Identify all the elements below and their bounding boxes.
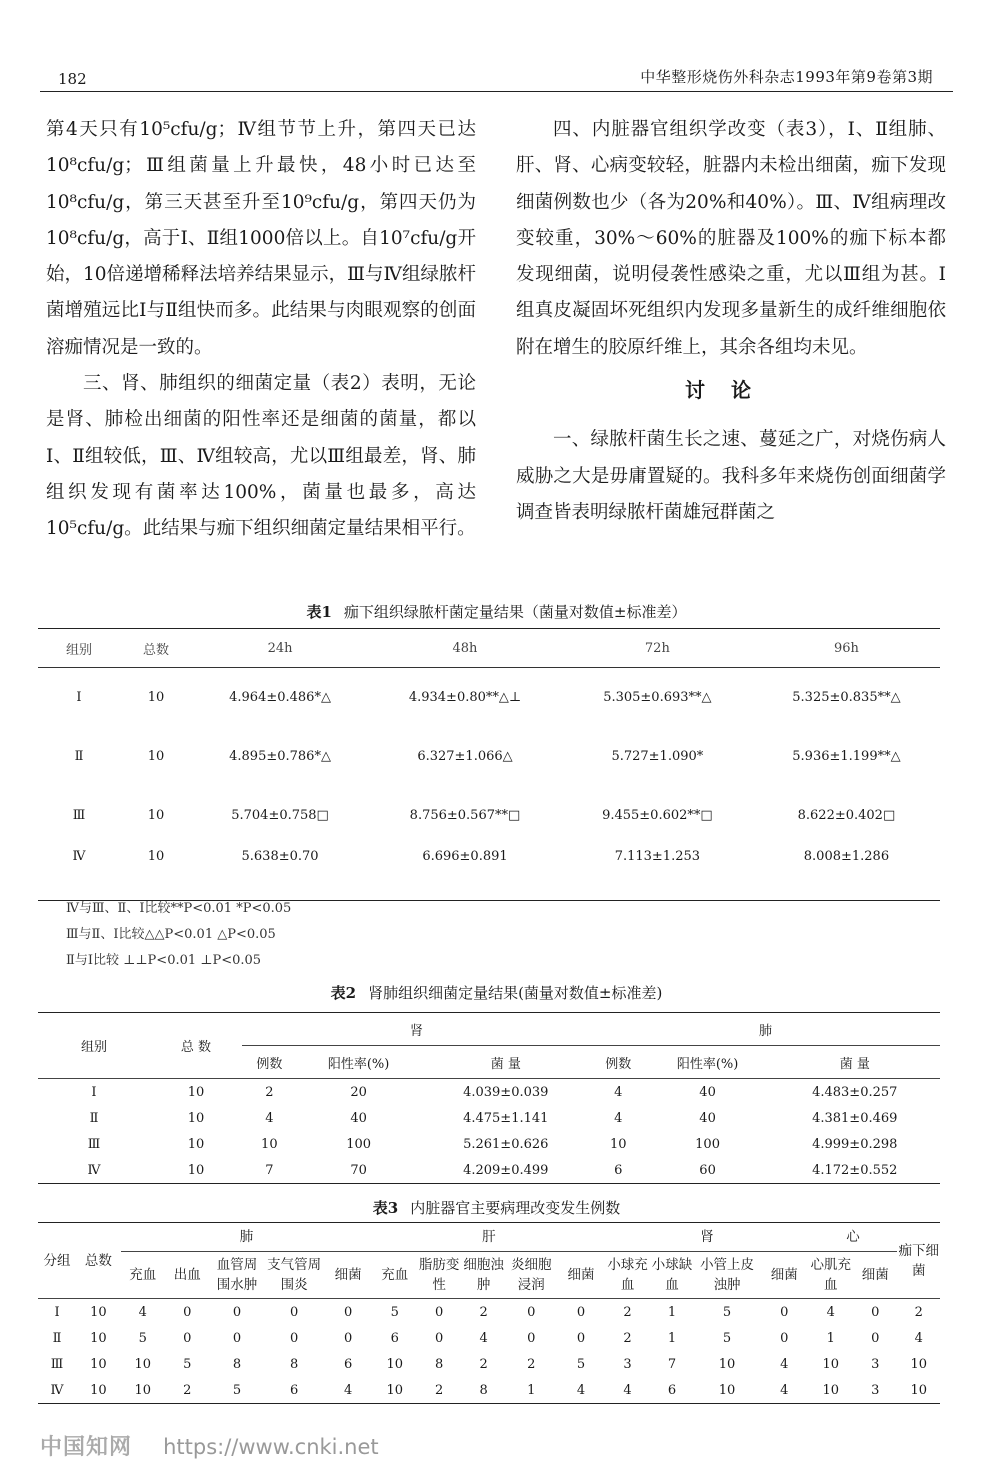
table-cell: 2 — [479, 1356, 488, 1372]
table3-caption — [0, 1197, 993, 1218]
table-cell: 4.999±0.298 — [812, 1136, 898, 1152]
table2-subheader: 例数 — [591, 1046, 646, 1079]
table-cell: 4.964±0.486*△ — [229, 690, 331, 705]
table-cell: 5.261±0.626 — [463, 1136, 549, 1152]
table-cell: 10 — [386, 1382, 403, 1398]
table2-subheader: 阳性率(%) — [297, 1046, 421, 1079]
table-cell: Ⅰ — [54, 1304, 60, 1320]
table1-header-cell: 组别 — [38, 629, 120, 668]
table-cell: 4 — [614, 1110, 623, 1126]
table-cell: 7 — [667, 1356, 677, 1372]
right-paragraph-1: 四、内脏器官组织学改变（表3），Ⅰ、Ⅱ组肺、肝、肾、心病变较轻，脏器内未检出细菌，痂下发现细菌例数也少（各为20%和40%）。Ⅲ、Ⅳ组病理改变较重，30%～60%的脏器及100%的痂下标本都发现细菌，说明侵袭性感染之重，尤以Ⅲ组为甚。Ⅰ组真皮凝固坏死组织内发现多量新生的成纤维细胞依附在增生的胶原纤维上，其余各组均未见。 — [516, 119, 946, 358]
table1-label: 表1 — [306, 603, 332, 621]
table3-total-header: 总数 — [76, 1223, 120, 1299]
table3-subheader: 细胞浊肿 — [461, 1252, 505, 1299]
header-rule — [40, 91, 953, 92]
table-cell: 4 — [623, 1382, 632, 1398]
left-paragraph-1: 第4天只有10⁵cfu/g；Ⅳ组节节上升，第四天已达10⁸cfu/g；Ⅲ组菌量上升最快，48小时已达至10⁸cfu/g，第三天甚至升至10⁹cfu/g，第四天仍为10⁸cfu/g，高于Ⅰ、Ⅱ组1000倍以上。自10⁷cfu/g开始，10倍递增稀释法培养结果显示，Ⅲ与Ⅳ组绿脓杆菌增殖远比Ⅰ与Ⅱ组快而多。此结果与肉眼观察的创面溶痂情况是一致的。 — [46, 119, 476, 358]
table2-subheader: 菌 量 — [421, 1046, 591, 1079]
table-cell: 0 — [183, 1304, 192, 1320]
table-cell: 10 — [147, 690, 165, 705]
table3-subheader: 脂肪变性 — [417, 1252, 461, 1299]
table-cell: 8.756±0.567**□ — [409, 808, 521, 823]
cnki-logo: 中国知网 — [40, 1435, 133, 1460]
table-cell: 5 — [138, 1330, 147, 1346]
table-row — [38, 1325, 940, 1351]
table-cell: 0 — [871, 1304, 880, 1320]
table-cell: 60 — [699, 1162, 716, 1178]
table-row — [38, 1105, 940, 1131]
table3-subheader: 心肌充血 — [809, 1252, 853, 1299]
table3-subheader: 充血 — [121, 1252, 165, 1299]
table-cell: 10 — [90, 1382, 107, 1398]
table-cell: 20 — [350, 1084, 367, 1100]
table-cell: 4.209±0.499 — [463, 1162, 549, 1178]
table-row — [38, 1079, 940, 1106]
table-cell: 2 — [265, 1084, 274, 1100]
table1-notes — [66, 896, 291, 974]
table3-subheader: 充血 — [372, 1252, 416, 1299]
table-cell: 2 — [623, 1304, 632, 1320]
table-cell: 10 — [147, 808, 165, 823]
table3-subheader: 出血 — [165, 1252, 209, 1299]
table-cell: 0 — [183, 1330, 192, 1346]
table-cell: 5 — [576, 1356, 586, 1372]
table-cell: 0 — [232, 1330, 242, 1346]
table2-kidney-header: 肾 — [242, 1013, 591, 1046]
table-cell: 40 — [350, 1110, 367, 1126]
table3-subheader: 小球缺血 — [650, 1252, 694, 1299]
table3-organ-header: 肝 — [372, 1223, 605, 1252]
table-cell: 8.622±0.402□ — [797, 808, 896, 823]
table3-scab-header: 痂下细菌 — [897, 1223, 940, 1299]
page-number: 182 — [58, 70, 87, 88]
table2-subheader: 阳性率(%) — [646, 1046, 770, 1079]
table-row — [38, 1351, 940, 1377]
left-paragraph-2: 三、肾、肺组织的细菌定量（表2）表明，无论是肾、肺检出细菌的阳性率还是细菌的菌量，都以Ⅰ、Ⅱ组较低，Ⅲ、Ⅳ组较高，尤以Ⅲ组最差，肾、肺组织发现有菌率达100%，菌量也最多，高达10⁵cfu/g。此结果与痂下组织细菌定量结果相平行。 — [46, 373, 476, 540]
table-cell: 4.172±0.552 — [812, 1162, 898, 1178]
table3-caption-text: 内脏器官主要病理改变发生例数 — [410, 1199, 621, 1217]
table1-note: Ⅳ与Ⅲ、Ⅱ、Ⅰ比较**P<0.01 *P<0.05 — [66, 901, 292, 916]
table-cell: 4 — [780, 1382, 789, 1398]
table-cell: 2 — [527, 1356, 536, 1372]
table-cell: 4.039±0.039 — [463, 1084, 549, 1100]
table-cell: 5.325±0.835**△ — [792, 690, 901, 705]
table-cell: 10 — [187, 1162, 205, 1178]
table2-group-header: 组别 — [38, 1013, 150, 1079]
table-cell: 0 — [780, 1330, 789, 1346]
table-cell: 10 — [822, 1382, 840, 1398]
table-cell: 0 — [576, 1304, 586, 1320]
table3-organ-header: 肾 — [605, 1223, 808, 1252]
table-cell: Ⅱ — [52, 1330, 62, 1346]
table-cell: 0 — [435, 1330, 444, 1346]
table3-subheader: 炎细胞浸润 — [506, 1252, 557, 1299]
table-cell: 5 — [722, 1330, 732, 1346]
table3-subheader: 细菌 — [760, 1252, 809, 1299]
page-header — [40, 58, 953, 92]
table-cell: Ⅰ — [76, 690, 82, 705]
table-cell: 0 — [435, 1304, 444, 1320]
table-cell: 8 — [479, 1382, 488, 1398]
table2-total-header: 总 数 — [150, 1013, 242, 1079]
table1-note: Ⅱ与Ⅰ比较 ⊥⊥P<0.01 ⊥P<0.05 — [66, 953, 262, 968]
table-cell: 9.455±0.602**□ — [602, 808, 713, 823]
table1-header-cell: 48h — [368, 629, 562, 668]
table3-body — [38, 1299, 940, 1404]
table2-caption — [0, 982, 993, 1003]
table-cell: 4.895±0.786*△ — [229, 749, 331, 764]
table-cell: 10 — [910, 1356, 927, 1372]
table-cell: 6 — [344, 1356, 353, 1372]
table-cell: 10 — [90, 1356, 107, 1372]
table2-subheader: 例数 — [242, 1046, 297, 1079]
table-cell: 40 — [699, 1084, 716, 1100]
table-cell: 4.483±0.257 — [812, 1084, 898, 1100]
table-cell: 2 — [183, 1382, 192, 1398]
table2-caption-text: 肾肺组织细菌定量结果(菌量对数值±标准差) — [368, 984, 663, 1002]
table-cell: 70 — [350, 1162, 367, 1178]
table-cell: 0 — [527, 1330, 536, 1346]
table2 — [38, 1012, 940, 1184]
table-cell: Ⅱ — [74, 749, 84, 764]
table-cell: 8 — [290, 1356, 299, 1372]
table-cell: 5 — [183, 1356, 192, 1372]
table-cell: 0 — [232, 1304, 242, 1320]
table-cell: 1 — [826, 1330, 835, 1346]
table-cell: 10 — [90, 1304, 107, 1320]
table-cell: 2 — [435, 1382, 444, 1398]
table-cell: Ⅲ — [87, 1136, 101, 1152]
table-cell: 7 — [265, 1162, 274, 1178]
table-cell: 6 — [614, 1162, 623, 1178]
table-cell: 6 — [290, 1382, 299, 1398]
right-column — [516, 112, 946, 531]
table-cell: 10 — [134, 1382, 152, 1398]
table3-subheader: 小管上皮浊肿 — [694, 1252, 760, 1299]
table-cell: 4.475±1.141 — [463, 1110, 549, 1126]
table-cell: 5 — [390, 1304, 399, 1320]
table-cell: 10 — [147, 749, 165, 764]
table-cell: 0 — [344, 1304, 353, 1320]
table-cell: Ⅳ — [87, 1162, 101, 1178]
table-cell: 4 — [265, 1110, 274, 1126]
table-cell: 10 — [134, 1356, 152, 1372]
table1-header-row — [38, 629, 940, 668]
table-cell: 5 — [232, 1382, 242, 1398]
table-cell: 7.113±1.253 — [614, 849, 701, 864]
table3-subheader: 细菌 — [557, 1252, 606, 1299]
table-cell: 0 — [780, 1304, 789, 1320]
table-cell: 40 — [699, 1110, 716, 1126]
table-cell: 4 — [479, 1330, 488, 1346]
table2-header-row — [38, 1013, 940, 1046]
table-cell: 1 — [667, 1330, 677, 1346]
table-cell: 5.638±0.70 — [241, 849, 319, 864]
table3-subheader: 小球充血 — [605, 1252, 649, 1299]
table-cell: 4.381±0.469 — [812, 1110, 898, 1126]
table1-header-cell: 72h — [562, 629, 753, 668]
table-cell: 2 — [479, 1304, 488, 1320]
table3-group-header: 分组 — [38, 1223, 76, 1299]
table-cell: 0 — [290, 1304, 299, 1320]
table-cell: 100 — [695, 1136, 720, 1152]
table-cell: 10 — [386, 1356, 403, 1372]
table1-header-cell: 总数 — [120, 629, 192, 668]
table-row — [38, 668, 940, 728]
table-cell: 10 — [187, 1084, 205, 1100]
table-cell: 5.305±0.693**△ — [603, 690, 712, 705]
table3 — [38, 1222, 940, 1404]
right-paragraph-2: 一、绿脓杆菌生长之速、蔓延之广，对烧伤病人威胁之大是毋庸置疑的。我科多年来烧伤创面细菌学调查皆表明绿脓杆菌雄冠群菌之 — [516, 429, 946, 523]
table-row — [38, 845, 940, 901]
table-cell: 4 — [138, 1304, 147, 1320]
section-heading-discussion: 讨论 — [685, 378, 777, 403]
table-cell: 0 — [344, 1330, 353, 1346]
table1-header-cell: 24h — [192, 629, 368, 668]
table-cell: 3 — [871, 1382, 880, 1398]
table-cell: 10 — [147, 849, 165, 864]
table-cell: 10 — [187, 1136, 205, 1152]
table-cell: 5.704±0.758□ — [231, 808, 329, 823]
table-cell: 10 — [610, 1136, 627, 1152]
table-cell: 0 — [871, 1330, 880, 1346]
table3-subheader: 细菌 — [853, 1252, 897, 1299]
table2-subheader: 菌 量 — [770, 1046, 940, 1079]
table3-subheader: 血管周围水肿 — [209, 1252, 264, 1299]
table-cell: 8 — [232, 1356, 242, 1372]
table-cell: 3 — [871, 1356, 880, 1372]
table-cell: 8 — [435, 1356, 444, 1372]
table-row — [38, 1157, 940, 1184]
table-cell: 10 — [718, 1382, 736, 1398]
table-row — [38, 1131, 940, 1157]
table1-caption — [0, 601, 993, 622]
table3-label: 表3 — [372, 1199, 399, 1217]
table3-subheader: 细菌 — [324, 1252, 373, 1299]
table-cell: 10 — [718, 1356, 736, 1372]
table-cell: 5.727±1.090* — [611, 749, 704, 764]
table-cell: 10 — [90, 1330, 107, 1346]
table3-subheader: 支气管周围炎 — [265, 1252, 324, 1299]
table-cell: 1 — [667, 1304, 677, 1320]
table-cell: 6.327±1.066△ — [417, 749, 513, 764]
table-cell: Ⅲ — [50, 1356, 64, 1372]
table-row — [38, 727, 940, 786]
table-cell: 0 — [527, 1304, 536, 1320]
table-cell: 5.936±1.199**△ — [792, 749, 901, 764]
table3-subheader-row — [38, 1252, 940, 1299]
table-cell: Ⅳ — [50, 1382, 64, 1398]
table-cell: 4 — [344, 1382, 353, 1398]
table3-organ-header: 心 — [809, 1223, 898, 1252]
table-cell: 4.934±0.80**△⊥ — [408, 690, 522, 705]
table-cell: 4 — [826, 1304, 835, 1320]
table-cell: 100 — [346, 1136, 372, 1152]
table2-label: 表2 — [330, 984, 357, 1002]
table1-note: Ⅲ与Ⅱ、Ⅰ比较△△P<0.01 △P<0.05 — [66, 927, 276, 942]
table2-lung-header: 肺 — [591, 1013, 940, 1046]
table1 — [38, 628, 940, 901]
table-cell: 0 — [290, 1330, 299, 1346]
table1-header-cell: 96h — [753, 629, 940, 668]
table-cell: 6 — [390, 1330, 399, 1346]
table-cell: Ⅳ — [72, 849, 86, 864]
table3-header-row — [38, 1223, 940, 1252]
table-cell: 6 — [667, 1382, 677, 1398]
table-cell: 6.696±0.891 — [422, 849, 508, 864]
cnki-url: https://www.cnki.net — [163, 1435, 379, 1459]
table-cell: 2 — [623, 1330, 632, 1346]
table-cell: 4 — [576, 1382, 586, 1398]
footer-watermark — [40, 1430, 379, 1461]
table-cell: 3 — [623, 1356, 632, 1372]
table-cell: 10 — [910, 1382, 927, 1398]
table-cell: 2 — [914, 1304, 923, 1320]
table-cell: Ⅰ — [91, 1084, 97, 1100]
journal-title: 中华整形烧伤外科杂志1993年第9卷第3期 — [640, 68, 933, 86]
table-cell: 1 — [527, 1382, 536, 1398]
table-row — [38, 786, 940, 845]
table-cell: 10 — [261, 1136, 278, 1152]
table-cell: 10 — [822, 1356, 840, 1372]
table-cell: Ⅲ — [72, 808, 86, 823]
table-cell: 4 — [914, 1330, 923, 1346]
table-cell: 5 — [722, 1304, 732, 1320]
table3-organ-header: 肺 — [121, 1223, 373, 1252]
table-cell: Ⅱ — [89, 1110, 99, 1126]
table-row — [38, 1299, 940, 1326]
table-cell: 4 — [780, 1356, 789, 1372]
table-cell: 10 — [187, 1110, 205, 1126]
table-cell: 8.008±1.286 — [803, 849, 890, 864]
table-cell: 4 — [614, 1084, 623, 1100]
table-cell: 0 — [576, 1330, 586, 1346]
table-row — [38, 1377, 940, 1404]
left-column — [46, 112, 476, 548]
table1-caption-text: 痂下组织绿脓杆菌定量结果（菌量对数值±标准差） — [343, 603, 687, 621]
